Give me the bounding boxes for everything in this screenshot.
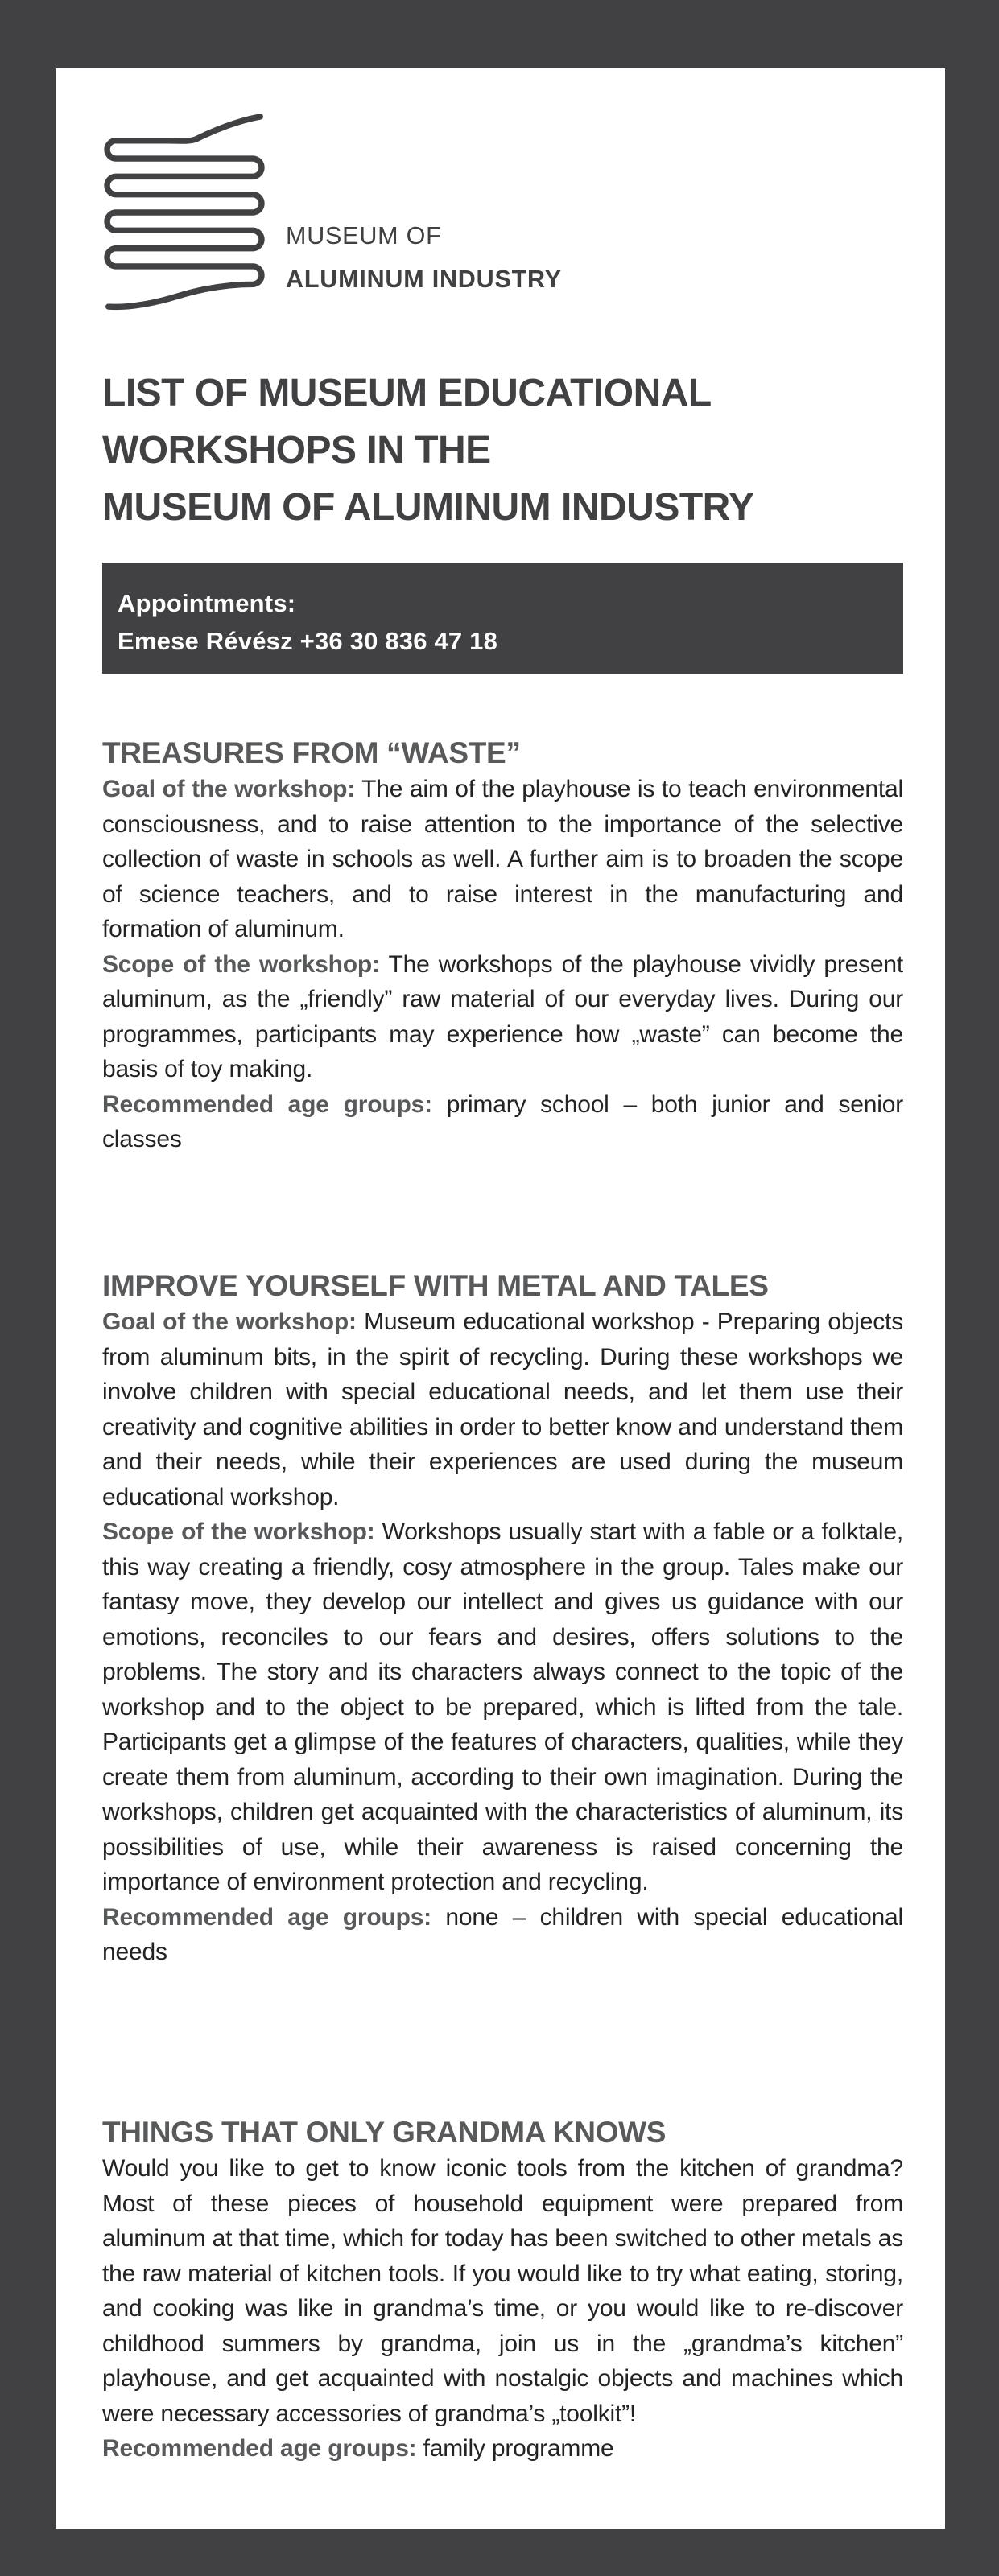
- logo-line-1: MUSEUM OF: [286, 222, 442, 249]
- scope-paragraph: [102, 947, 903, 1087]
- page-title-line-3: MUSEUM OF ALUMINUM INDUSTRY: [102, 486, 754, 529]
- age-groups-paragraph: [102, 1900, 903, 1970]
- appointments-label: Appointments:: [118, 589, 296, 617]
- section-treasures-from-waste: [102, 735, 903, 1157]
- paragraph-label: Recommended age groups:: [102, 1090, 432, 1118]
- paragraph-text: primary school – both junior and senior classes: [102, 1090, 903, 1152]
- paragraph-text: Museum educational workshop - Preparing objects from aluminum bits, in the spirit of recycling. During these workshops we involve children with special educational needs, and let them use their creativity and cognitive abilities in order to better know and understand them and their needs, while their experiences are used during the museum educational workshop.: [102, 1309, 903, 1511]
- paragraph-label: Goal of the workshop:: [102, 1309, 357, 1335]
- paragraph-text: The aim of the playhouse is to teach environmental consciousness, and to raise attention to the importance of the selective collection of waste in schools as well. A further aim is to broaden the scope of science teachers, and to raise interest in the manufacturing and formation of aluminum.: [102, 776, 903, 942]
- appointments-banner: [102, 563, 903, 674]
- page-title-line-2: WORKSHOPS IN THE: [102, 429, 491, 472]
- section-things-that-only-grandma-knows: [102, 2114, 903, 2467]
- logo-line-2: ALUMINUM INDUSTRY: [286, 266, 562, 293]
- section-improve-yourself-with-metal-and-tales: [102, 1267, 903, 1970]
- appointments-contact: Emese Révész +36 30 836 47 18: [118, 627, 498, 655]
- paragraph-label: Recommended age groups:: [102, 2435, 417, 2462]
- age-groups-paragraph: [102, 1087, 903, 1157]
- paragraph-text: Would you like to get to know iconic tools from the kitchen of grandma? Most of these pieces of household equipment were prepared from aluminum at that time, which for today has been switched to other metals as the raw material of kitchen tools. If you would like to try what eating, storing, and cooking was like in grandma’s time, or you would like to re-discover childhood summers by grandma, join us in the „grandma’s kitchen” playhouse, and get acquainted with nostalgic objects and machines which were necessary accessories of grandma’s „toolkit”!: [102, 2155, 903, 2427]
- scope-paragraph: [102, 1515, 903, 1900]
- paragraph-label: Scope of the workshop:: [102, 1519, 375, 1545]
- paragraph-label: Scope of the workshop:: [102, 950, 380, 978]
- section-heading: IMPROVE YOURSELF WITH METAL AND TALES: [102, 1269, 769, 1302]
- paragraph-text: The workshops of the playhouse vividly present aluminum, as the „friendly” raw material of our everyday lives. During our programmes, participants may experience how „waste” can become the basis of toy making.: [102, 950, 904, 1082]
- goal-paragraph: [102, 772, 903, 947]
- poster-card: [56, 68, 945, 2529]
- intro-paragraph: [102, 2151, 903, 2431]
- logo-wordmark: [286, 214, 562, 301]
- aluminum-coil-icon: [103, 114, 266, 312]
- age-groups-paragraph: [102, 2431, 903, 2467]
- page-title-line-1: LIST OF MUSEUM EDUCATIONAL: [102, 372, 712, 414]
- goal-paragraph: [102, 1304, 903, 1515]
- paragraph-text: Workshops usually start with a fable or a folktale, this way creating a friendly, cosy atmosphere in the group. Tales make our fantasy move, they develop our intellect and gives us guidance with our emotions, reconciles to our fears and desires, offers solutions to the problems. The story and its characters always connect to the topic of the workshop and to the object to be prepared, which is lifted from the tale. Participants get a glimpse of the features of characters, qualities, while they create them from aluminum, according to their own imagination. During the workshops, children get acquainted with the characteristics of aluminum, its possibilities of use, while their awareness is raised concerning the importance of environment protection and recycling.: [102, 1519, 903, 1895]
- paragraph-label: Goal of the workshop:: [102, 776, 356, 802]
- section-heading: THINGS THAT ONLY GRANDMA KNOWS: [102, 2116, 667, 2149]
- paragraph-label: Recommended age groups:: [102, 1903, 431, 1931]
- paragraph-text: none – children with special educational needs: [102, 1903, 903, 1965]
- paragraph-text: family programme: [423, 2435, 614, 2462]
- section-heading: TREASURES FROM “WASTE”: [102, 736, 521, 769]
- page-title: [102, 365, 754, 536]
